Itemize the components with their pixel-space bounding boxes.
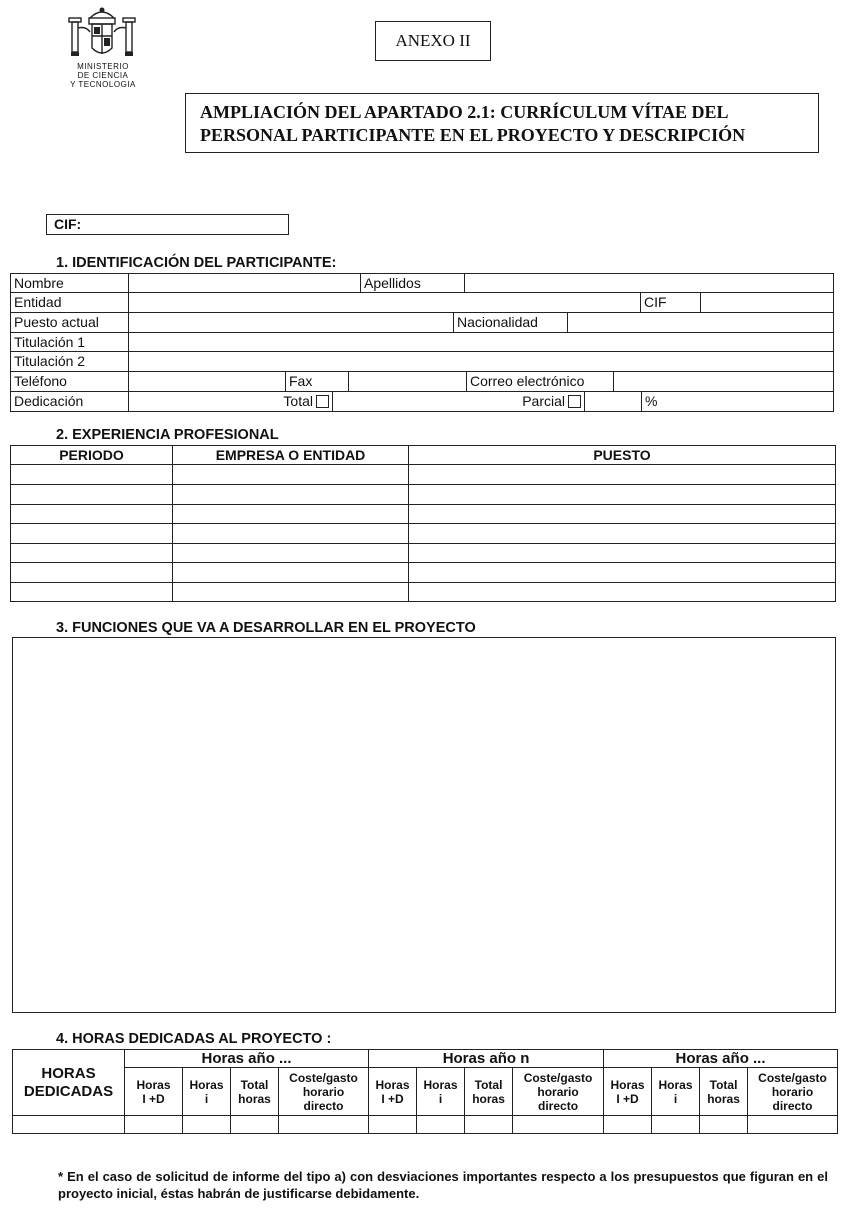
hours-input-cell[interactable] xyxy=(369,1116,417,1134)
puesto-cell[interactable] xyxy=(409,583,836,602)
table-row xyxy=(11,544,836,563)
ministry-name xyxy=(58,62,148,89)
puesto-cell[interactable] xyxy=(409,465,836,485)
hours-label-line-2: DEDICADAS xyxy=(23,1082,114,1100)
section-2-heading: 2. EXPERIENCIA PROFESIONAL xyxy=(56,427,279,443)
empresa-header: EMPRESA O ENTIDAD xyxy=(173,446,409,465)
hours-input-row xyxy=(13,1116,838,1134)
row-titulacion-2 xyxy=(10,351,834,372)
nombre-label: Nombre xyxy=(11,274,129,293)
telefono-label: Teléfono xyxy=(11,372,129,392)
experience-table xyxy=(10,445,836,602)
puesto-cell[interactable] xyxy=(409,524,836,544)
correo-input[interactable] xyxy=(614,372,834,392)
empresa-cell[interactable] xyxy=(173,485,409,505)
coat-of-arms-icon xyxy=(62,4,142,62)
row-dedicacion xyxy=(10,391,834,412)
puesto-header: PUESTO xyxy=(409,446,836,465)
apellidos-label: Apellidos xyxy=(361,274,465,293)
hours-input-cell[interactable] xyxy=(231,1116,279,1134)
puesto-actual-input[interactable] xyxy=(129,313,454,333)
percent-sign: % xyxy=(642,392,834,412)
total-label: Total xyxy=(283,393,313,409)
ministry-line-2: DE CIENCIA xyxy=(77,71,129,80)
empresa-cell[interactable] xyxy=(173,505,409,524)
y1-coste-header: Coste/gasto horario directo xyxy=(279,1068,369,1116)
section-3-heading: 3. FUNCIONES QUE VA A DESARROLLAR EN EL PROYECTO xyxy=(56,620,476,636)
empresa-cell[interactable] xyxy=(173,583,409,602)
row-telefono xyxy=(10,371,834,392)
total-option[interactable] xyxy=(129,392,333,412)
row-titulacion-1 xyxy=(10,332,834,352)
parcial-percent-input[interactable] xyxy=(585,392,642,412)
hours-input-cell[interactable] xyxy=(183,1116,231,1134)
puesto-cell[interactable] xyxy=(409,544,836,563)
titulacion-1-label: Titulación 1 xyxy=(11,333,129,352)
ministry-logo xyxy=(58,4,148,90)
nombre-input[interactable] xyxy=(129,274,361,293)
ministry-line-1: MINISTERIO xyxy=(77,62,129,71)
year-group-2-header: Horas año n xyxy=(369,1050,604,1068)
hours-input-cell[interactable] xyxy=(465,1116,513,1134)
parcial-option[interactable] xyxy=(333,392,585,412)
hours-label-cell xyxy=(13,1116,125,1134)
entidad-input[interactable] xyxy=(129,293,641,313)
parcial-checkbox[interactable] xyxy=(568,395,581,408)
hours-input-cell[interactable] xyxy=(748,1116,838,1134)
total-checkbox[interactable] xyxy=(316,395,329,408)
puesto-cell[interactable] xyxy=(409,563,836,583)
table-row xyxy=(11,524,836,544)
row-nombre xyxy=(10,273,834,293)
y1-total-horas-header: Total horas xyxy=(231,1068,279,1116)
empresa-cell[interactable] xyxy=(173,465,409,485)
y2-total-horas-header: Total horas xyxy=(465,1068,513,1116)
hours-input-cell[interactable] xyxy=(700,1116,748,1134)
table-row xyxy=(11,583,836,602)
title-line-1: AMPLIACIÓN DEL APARTADO 2.1: CURRÍCULUM VÍTAE DEL xyxy=(200,102,729,122)
periodo-cell[interactable] xyxy=(11,544,173,563)
hours-input-cell[interactable] xyxy=(125,1116,183,1134)
titulacion-1-input[interactable] xyxy=(129,333,834,352)
parcial-label: Parcial xyxy=(522,393,565,409)
entidad-cif-input[interactable] xyxy=(701,293,834,313)
apellidos-input[interactable] xyxy=(465,274,834,293)
y3-horas-id-header: Horas I +D xyxy=(604,1068,652,1116)
periodo-cell[interactable] xyxy=(11,563,173,583)
titulacion-2-input[interactable] xyxy=(129,352,834,372)
table-row xyxy=(11,485,836,505)
y2-coste-header: Coste/gasto horario directo xyxy=(513,1068,604,1116)
periodo-cell[interactable] xyxy=(11,524,173,544)
functions-textarea[interactable] xyxy=(12,637,836,1013)
y2-horas-id-header: Horas I +D xyxy=(369,1068,417,1116)
hours-row-label xyxy=(13,1050,125,1116)
table-row xyxy=(11,465,836,485)
hours-input-cell[interactable] xyxy=(279,1116,369,1134)
y1-horas-id-header: Horas I +D xyxy=(125,1068,183,1116)
empresa-cell[interactable] xyxy=(173,524,409,544)
nacionalidad-label: Nacionalidad xyxy=(454,313,568,333)
participant-grid xyxy=(10,273,834,412)
hours-table xyxy=(12,1049,838,1134)
periodo-cell[interactable] xyxy=(11,583,173,602)
telefono-input[interactable] xyxy=(129,372,286,392)
puesto-actual-label: Puesto actual xyxy=(11,313,129,333)
y3-horas-i-header: Horas i xyxy=(652,1068,700,1116)
section-4-heading: 4. HORAS DEDICADAS AL PROYECTO : xyxy=(56,1031,332,1047)
empresa-cell[interactable] xyxy=(173,563,409,583)
correo-label: Correo electrónico xyxy=(467,372,614,392)
annex-label: ANEXO II xyxy=(375,21,491,61)
nacionalidad-input[interactable] xyxy=(568,313,834,333)
cif-label: CIF: xyxy=(54,216,82,232)
year-group-1-header: Horas año ... xyxy=(125,1050,369,1068)
y3-total-horas-header: Total horas xyxy=(700,1068,748,1116)
hours-label-line-1: HORAS xyxy=(41,1064,96,1082)
periodo-cell[interactable] xyxy=(11,485,173,505)
periodo-cell[interactable] xyxy=(11,505,173,524)
hours-input-cell[interactable] xyxy=(604,1116,652,1134)
titulacion-2-label: Titulación 2 xyxy=(11,352,129,372)
title-line-2: PERSONAL PARTICIPANTE EN EL PROYECTO Y DESCRIPCIÓN xyxy=(200,125,746,145)
section-1-heading: 1. IDENTIFICACIÓN DEL PARTICIPANTE: xyxy=(56,255,337,271)
row-entidad xyxy=(10,292,834,313)
periodo-header: PERIODO xyxy=(11,446,173,465)
y3-coste-header: Coste/gasto horario directo xyxy=(748,1068,838,1116)
footnote: * En el caso de solicitud de informe del tipo a) con desviaciones importantes respecto a los presupuestos que figuran en el proyecto inicial, éstas habrán de justificarse debidamente. xyxy=(58,1169,828,1201)
hours-input-cell[interactable] xyxy=(417,1116,465,1134)
y2-horas-i-header: Horas i xyxy=(417,1068,465,1116)
empresa-cell[interactable] xyxy=(173,544,409,563)
table-row xyxy=(11,505,836,524)
entidad-label: Entidad xyxy=(11,293,129,313)
fax-input[interactable] xyxy=(349,372,467,392)
hours-input-cell[interactable] xyxy=(513,1116,604,1134)
dedicacion-label: Dedicación xyxy=(11,392,129,412)
document-title xyxy=(185,93,819,153)
year-group-3-header: Horas año ... xyxy=(604,1050,838,1068)
puesto-cell[interactable] xyxy=(409,485,836,505)
row-puesto xyxy=(10,312,834,333)
entidad-cif-label: CIF xyxy=(641,293,701,313)
y1-horas-i-header: Horas i xyxy=(183,1068,231,1116)
fax-label: Fax xyxy=(286,372,349,392)
cif-field[interactable] xyxy=(46,214,289,235)
ministry-line-3: Y TECNOLOGIA xyxy=(70,80,136,89)
puesto-cell[interactable] xyxy=(409,505,836,524)
table-row xyxy=(11,563,836,583)
hours-input-cell[interactable] xyxy=(652,1116,700,1134)
periodo-cell[interactable] xyxy=(11,465,173,485)
